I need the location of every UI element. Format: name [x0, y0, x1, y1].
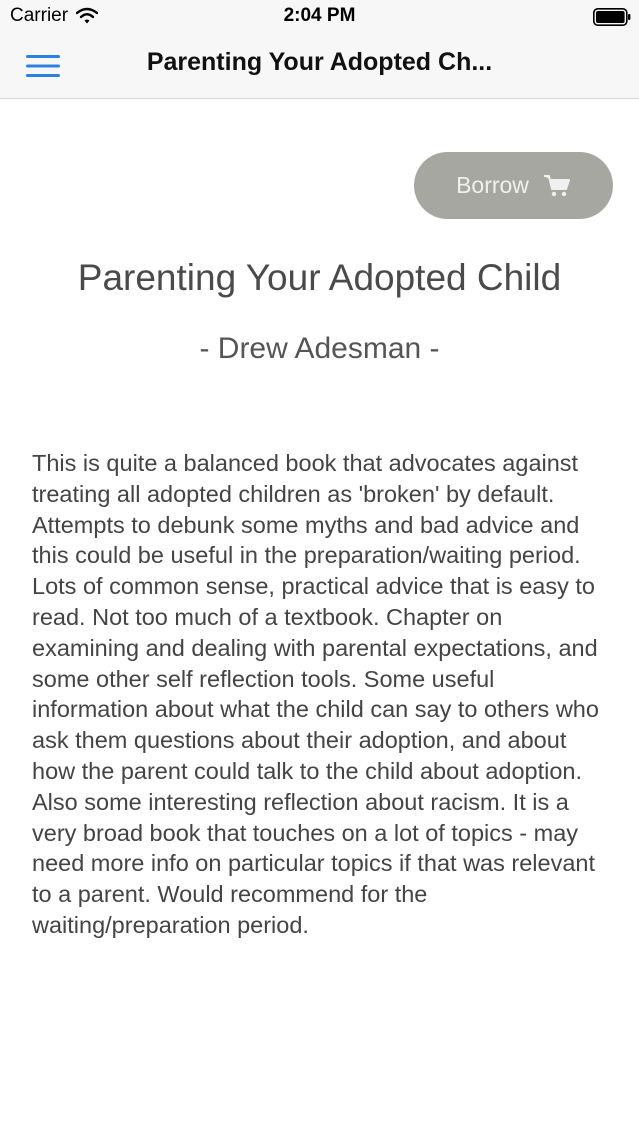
hamburger-menu-icon[interactable] — [26, 53, 60, 79]
borrow-button[interactable] — [414, 152, 613, 219]
nav-bar — [0, 34, 639, 98]
nav-title: Parenting Your Adopted Ch... — [146, 48, 493, 76]
book-author: - Drew Adesman - — [199, 332, 440, 365]
cart-icon — [543, 174, 571, 198]
book-title: Parenting Your Adopted Child — [77, 257, 562, 298]
battery-icon — [593, 8, 631, 26]
borrow-label: Borrow — [456, 172, 529, 198]
status-bar — [0, 0, 639, 34]
carrier-label: Carrier — [10, 5, 69, 26]
top-bar — [0, 0, 639, 99]
book-description: This is quite a balanced book that advocates against treating all adopted children as 'broken' by default. Attempts to debunk some myths and bad advice and this could be useful in the preparation/waiting period. Lots of common sense, practical advice that is easy to read. Not too much of a textbook. Chapter on examining and dealing with parental expectations, and some other self reflection tools. Some useful information about what the child can say to others who ask them questions about their adoption, and about how the parent could talk to the child about adoption. Also some interesting reflection about racism. It is a very broad book that touches on a lot of topics - may need more info on particular topics if that was relevant to a parent. Would recommend for the waiting/preparation period. — [32, 450, 599, 938]
status-time: 2:04 PM — [283, 5, 356, 26]
